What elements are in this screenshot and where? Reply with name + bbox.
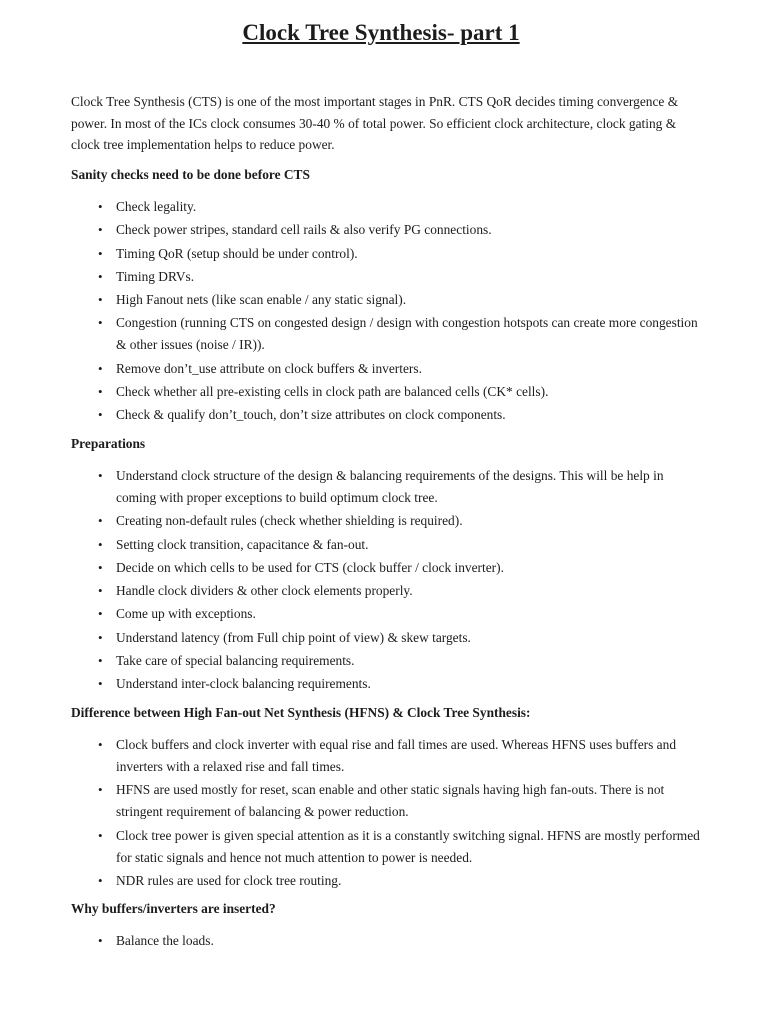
list-item xyxy=(0,930,700,952)
section-heading-preparations: Preparations xyxy=(71,436,146,451)
list-item xyxy=(0,650,700,672)
list-item xyxy=(0,603,700,625)
bullet-icon: • xyxy=(98,676,103,692)
list-item xyxy=(0,557,700,579)
list-item-text: Congestion (running CTS on congested design / design with congestion hotspots can create more congestion & other issues (noise / IR)). xyxy=(116,315,698,353)
list-item xyxy=(0,510,700,532)
list-item xyxy=(0,266,700,288)
list-item xyxy=(0,312,700,356)
list-item xyxy=(0,734,700,778)
list-item xyxy=(0,534,700,556)
hfns-vs-cts-list xyxy=(0,734,700,893)
list-item-text: Come up with exceptions. xyxy=(116,606,256,622)
bullet-icon: • xyxy=(98,407,103,423)
list-item-text: Creating non-default rules (check whether shielding is required). xyxy=(116,513,463,529)
sanity-checks-list xyxy=(0,196,700,428)
list-item xyxy=(0,779,700,823)
list-item xyxy=(0,381,700,403)
bullet-icon: • xyxy=(98,384,103,400)
list-item-text: Take care of special balancing requirements. xyxy=(116,653,355,669)
bullet-icon: • xyxy=(98,315,103,331)
list-item xyxy=(0,627,700,649)
list-item xyxy=(0,465,700,509)
list-item-text: Understand inter-clock balancing requirements. xyxy=(116,676,371,692)
bullet-icon: • xyxy=(98,268,103,284)
list-item-text: Check power stripes, standard cell rails & also verify PG connections. xyxy=(116,222,492,238)
list-item xyxy=(0,243,700,265)
list-item xyxy=(0,289,700,311)
list-item-text: Timing QoR (setup should be under control). xyxy=(116,245,358,261)
section-heading-hfns-vs-cts: Difference between High Fan-out Net Synthesis (HFNS) & Clock Tree Synthesis: xyxy=(71,705,531,720)
list-item-text: Check legality. xyxy=(116,199,197,214)
bullet-icon: • xyxy=(98,629,103,645)
bullet-icon: • xyxy=(98,559,103,575)
bullet-icon: • xyxy=(98,222,103,238)
list-item-text: Check whether all pre-existing cells in clock path are balanced cells (CK* cells). xyxy=(116,384,549,400)
section-heading-sanity-checks: Sanity checks need to be done before CTS xyxy=(71,167,310,182)
page-title: Clock Tree Synthesis- part 1 xyxy=(242,20,520,45)
bullet-icon: • xyxy=(98,513,103,529)
bullet-icon: • xyxy=(98,653,103,669)
list-item-text: Setting clock transition, capacitance & fan-out. xyxy=(116,536,369,552)
bullet-icon: • xyxy=(98,933,103,948)
list-item-text: Timing DRVs. xyxy=(116,268,195,284)
list-item-text: Understand latency (from Full chip point of view) & skew targets. xyxy=(116,629,471,645)
bullet-icon: • xyxy=(98,468,103,483)
bullet-icon: • xyxy=(98,583,103,599)
preparations-list xyxy=(0,465,700,697)
list-item xyxy=(0,358,700,380)
list-item xyxy=(0,404,700,426)
intro-paragraph: Clock Tree Synthesis (CTS) is one of the most important stages in PnR. CTS QoR decides timing convergence & power. In most of the ICs clock consumes 30-40 % of total power. So efficient clock architecture, clock gating & clock tree implementation helps to reduce power. xyxy=(71,94,679,153)
list-item-text: Check & qualify don’t_touch, don’t size attributes on clock components. xyxy=(116,407,506,423)
list-item-text: Handle clock dividers & other clock elements properly. xyxy=(116,583,413,599)
list-item xyxy=(0,196,700,218)
bullet-icon: • xyxy=(98,360,103,376)
list-item-text: Balance the loads. xyxy=(116,933,214,948)
list-item-text: Understand clock structure of the design & balancing requirements of the designs. This will be help in coming with proper exceptions to build optimum clock tree. xyxy=(116,468,664,505)
list-item-text: Remove don’t_use attribute on clock buffers & inverters. xyxy=(116,360,422,376)
why-buffers-list xyxy=(0,930,700,953)
bullet-icon: • xyxy=(98,872,103,888)
list-item xyxy=(0,825,700,869)
list-item-text: Clock tree power is given special attention as it is a constantly switching signal. HFNS are mostly performed for static signals and hence not much attention to power is needed. xyxy=(116,827,700,865)
list-item-text: Decide on which cells to be used for CTS (clock buffer / clock inverter). xyxy=(116,559,504,575)
bullet-icon: • xyxy=(98,292,103,308)
list-item-text: Clock buffers and clock inverter with equal rise and fall times are used. Whereas HFNS uses buffers and inverters with a relaxed rise and fall times. xyxy=(116,737,677,774)
list-item-text: NDR rules are used for clock tree routing. xyxy=(116,872,342,888)
section-heading-why-buffers: Why buffers/inverters are inserted? xyxy=(71,901,276,916)
list-item xyxy=(0,870,700,892)
list-item xyxy=(0,580,700,602)
bullet-icon: • xyxy=(98,536,103,552)
bullet-icon: • xyxy=(98,737,103,752)
list-item-text: HFNS are used mostly for reset, scan enable and other static signals having high fan-outs. There is not stringent requirement of balancing & power reduction. xyxy=(116,782,665,820)
bullet-icon: • xyxy=(98,245,103,261)
list-item xyxy=(0,673,700,695)
list-item xyxy=(0,219,700,241)
bullet-icon: • xyxy=(98,606,103,622)
bullet-icon: • xyxy=(98,199,103,214)
list-item-text: High Fanout nets (like scan enable / any static signal). xyxy=(116,292,407,308)
bullet-icon: • xyxy=(98,782,103,798)
bullet-icon: • xyxy=(98,827,103,843)
